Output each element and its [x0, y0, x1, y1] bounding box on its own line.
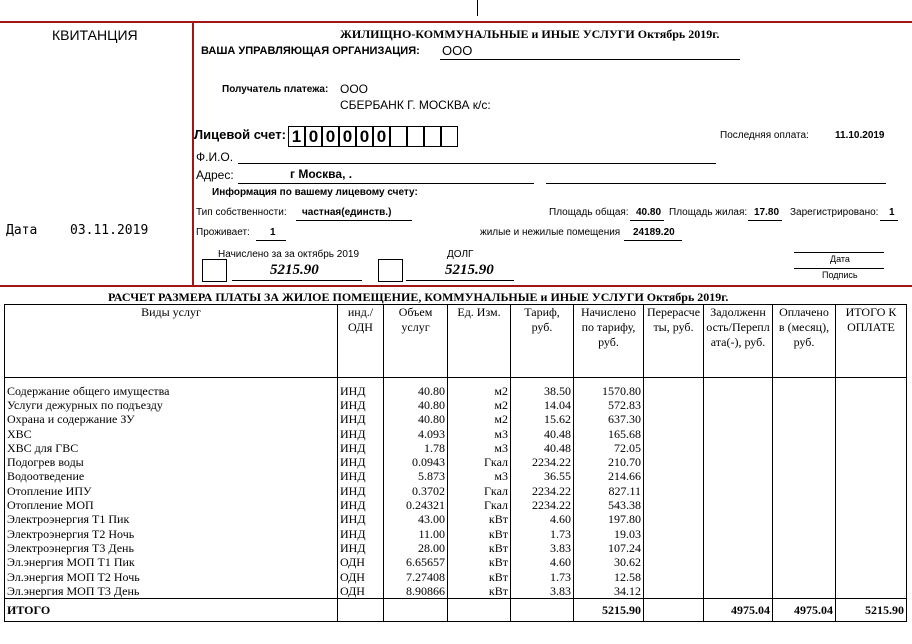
account-digit-9 [424, 126, 441, 147]
service-type: ИНД [338, 398, 384, 412]
service-volume: 0.3702 [384, 484, 448, 498]
service-accrued: 214.66 [574, 470, 644, 484]
debt-box [378, 259, 403, 282]
empty-cell [644, 413, 704, 427]
service-type: ИНД [338, 527, 384, 541]
col-header-paid: Оплачено в (месяц), руб. [773, 305, 836, 378]
table-row [5, 427, 907, 441]
empty-cell [836, 470, 907, 484]
fio-label: Ф.И.О. [196, 150, 234, 164]
service-type: ИНД [338, 470, 384, 484]
empty-cell [836, 541, 907, 555]
date-value: 03.11.2019 [70, 223, 149, 238]
service-name: ХВС для ГВС [5, 441, 338, 455]
service-type: ИНД [338, 541, 384, 555]
empty-cell [773, 541, 836, 555]
account-digit-7 [390, 126, 407, 147]
table-row [5, 513, 907, 527]
payee-label: Получатель платежа: [222, 84, 329, 95]
table-row [5, 584, 907, 599]
service-type: ИНД [338, 455, 384, 469]
empty-cell [773, 413, 836, 427]
total-to-pay: 5215.90 [836, 599, 907, 622]
org-underline [440, 59, 740, 60]
table-row [5, 413, 907, 427]
account-digit-8 [407, 126, 424, 147]
service-volume: 11.00 [384, 527, 448, 541]
col-header-debt: Задолженн ость/Перепл ата(-), руб. [704, 305, 773, 378]
col-header-volume: Объем услуг [384, 305, 448, 378]
service-accrued: 572.83 [574, 398, 644, 412]
table-row [5, 527, 907, 541]
table-row [5, 455, 907, 469]
date-sign-line [794, 252, 884, 253]
empty-cell [704, 441, 773, 455]
service-tariff: 40.48 [511, 441, 574, 455]
empty-cell [704, 455, 773, 469]
signature-line [794, 268, 884, 269]
total-accrued: 5215.90 [574, 599, 644, 622]
service-name: Эл.энергия МОП Т3 День [5, 584, 338, 599]
empty-cell [836, 527, 907, 541]
empty-cell [773, 455, 836, 469]
info-header: Информация по вашему лицевому счету: [212, 187, 418, 198]
frame-bottom [0, 285, 912, 287]
org-label: ВАША УПРАВЛЯЮЩАЯ ОРГАНИЗАЦИЯ: [201, 45, 420, 57]
area-total-label: Площадь общая: [549, 207, 629, 218]
account-digit-3: 0 [322, 126, 339, 147]
table-row [5, 398, 907, 412]
col-header-tariff: Тариф, руб. [511, 305, 574, 378]
empty-cell [773, 398, 836, 412]
signature-label: Подпись [822, 270, 858, 280]
area-living-underline [748, 220, 782, 221]
table-row [5, 470, 907, 484]
empty-cell [644, 470, 704, 484]
empty-cell [644, 441, 704, 455]
empty-cell [836, 441, 907, 455]
receipt-title: КВИТАНЦИЯ [52, 27, 138, 43]
empty-cell [773, 584, 836, 599]
premises-label: жилые и нежилые помещения [480, 227, 621, 238]
total-paid: 4975.04 [773, 599, 836, 622]
service-name: Услуги дежурных по подъезду [5, 398, 338, 412]
empty-cell [644, 427, 704, 441]
accrued-value: 5215.90 [270, 262, 319, 278]
service-name: Отопление ИПУ [5, 484, 338, 498]
org-value: ООО [442, 43, 473, 58]
service-volume: 40.80 [384, 384, 448, 398]
empty-cell [836, 384, 907, 398]
service-type: ОДН [338, 556, 384, 570]
service-volume: 40.80 [384, 398, 448, 412]
service-type: ОДН [338, 570, 384, 584]
empty-cell [704, 398, 773, 412]
empty-cell [704, 470, 773, 484]
registered-label: Зарегистрировано: [790, 207, 879, 218]
service-unit: м3 [448, 427, 511, 441]
empty-cell [704, 541, 773, 555]
registered-value: 1 [889, 207, 895, 218]
empty-cell [836, 398, 907, 412]
premises-underline [624, 240, 682, 241]
service-type: ИНД [338, 427, 384, 441]
service-type: ИНД [338, 484, 384, 498]
empty-cell [704, 527, 773, 541]
service-type: ОДН [338, 584, 384, 599]
service-volume: 0.0943 [384, 455, 448, 469]
residents-underline [256, 240, 286, 241]
services-table [4, 304, 907, 622]
empty-cell [836, 455, 907, 469]
table-title: РАСЧЕТ РАЗМЕРА ПЛАТЫ ЗА ЖИЛОЕ ПОМЕЩЕНИЕ, КОММУНАЛЬНЫЕ и ИНЫЕ УСЛУГИ Октябрь 2019г. [108, 290, 729, 304]
registered-underline [880, 220, 898, 221]
service-accrued: 72.05 [574, 441, 644, 455]
service-type: ИНД [338, 384, 384, 398]
empty-cell [644, 455, 704, 469]
service-volume: 1.78 [384, 441, 448, 455]
service-accrued: 30.62 [574, 556, 644, 570]
service-tariff: 3.83 [511, 541, 574, 555]
empty-cell [644, 384, 704, 398]
service-accrued: 19.03 [574, 527, 644, 541]
summary-date-label: Дата [830, 254, 850, 264]
fio-underline [238, 163, 716, 164]
service-accrued: 107.24 [574, 541, 644, 555]
service-accrued: 543.38 [574, 498, 644, 512]
empty-cell [704, 584, 773, 599]
col-header-type: инд./ ОДН [338, 305, 384, 378]
area-living-value: 17.80 [754, 207, 780, 218]
area-living-label: Площадь жилая: [669, 207, 748, 218]
service-unit: кВт [448, 584, 511, 599]
empty-cell [836, 413, 907, 427]
empty-cell [773, 513, 836, 527]
account-digit-4: 0 [339, 126, 356, 147]
service-volume: 5.873 [384, 470, 448, 484]
service-tariff: 1.73 [511, 570, 574, 584]
service-unit: кВт [448, 527, 511, 541]
empty-cell [704, 570, 773, 584]
empty-cell [644, 527, 704, 541]
service-name: Эл.энергия МОП Т1 Пик [5, 556, 338, 570]
table-row [5, 484, 907, 498]
empty-cell [773, 441, 836, 455]
service-type: ИНД [338, 441, 384, 455]
service-accrued: 210.70 [574, 455, 644, 469]
debt-value: 5215.90 [445, 262, 494, 278]
empty-cell [644, 484, 704, 498]
debt-label: ДОЛГ [447, 249, 474, 260]
service-volume: 8.90866 [384, 584, 448, 599]
service-accrued: 637.30 [574, 413, 644, 427]
empty-cell [704, 556, 773, 570]
premises-value: 24189.20 [633, 227, 675, 238]
service-name: Подогрев воды [5, 455, 338, 469]
service-tariff: 1.73 [511, 527, 574, 541]
address-underline-2 [546, 183, 886, 184]
date-label: Дата [6, 223, 38, 238]
account-label: Лицевой счет: [194, 127, 286, 142]
table-row [5, 498, 907, 512]
last-payment-label: Последняя оплата: [720, 130, 809, 141]
service-accrued: 1570.80 [574, 384, 644, 398]
service-unit: м3 [448, 470, 511, 484]
service-volume: 28.00 [384, 541, 448, 555]
service-name: Охрана и содержание ЗУ [5, 413, 338, 427]
ownership-value: частная(единств.) [302, 207, 392, 218]
address-value: г Москва, . [290, 167, 353, 181]
empty-cell [836, 513, 907, 527]
service-name: Отопление МОП [5, 498, 338, 512]
col-header-service: Виды услуг [5, 305, 338, 378]
top-tick [477, 0, 478, 16]
empty-cell [773, 484, 836, 498]
residents-label: Проживает: [196, 227, 250, 238]
service-tariff: 4.60 [511, 513, 574, 527]
empty-cell [773, 470, 836, 484]
frame-divider [192, 21, 194, 287]
total-label: ИТОГО [5, 599, 338, 622]
empty-cell [773, 556, 836, 570]
service-unit: кВт [448, 570, 511, 584]
empty-cell [836, 484, 907, 498]
service-unit: кВт [448, 541, 511, 555]
service-name: Водоотведение [5, 470, 338, 484]
debt-underline [406, 280, 514, 281]
service-accrued: 197.80 [574, 513, 644, 527]
col-header-unit: Ед. Изм. [448, 305, 511, 378]
service-type: ИНД [338, 413, 384, 427]
service-tariff: 2234.22 [511, 484, 574, 498]
service-unit: м2 [448, 413, 511, 427]
service-volume: 43.00 [384, 513, 448, 527]
service-volume: 4.093 [384, 427, 448, 441]
service-unit: кВт [448, 556, 511, 570]
service-unit: кВт [448, 513, 511, 527]
service-volume: 40.80 [384, 413, 448, 427]
table-row [5, 384, 907, 398]
address-label: Адрес: [196, 168, 234, 182]
service-accrued: 827.11 [574, 484, 644, 498]
empty-cell [704, 384, 773, 398]
empty-cell [644, 541, 704, 555]
empty-cell [836, 556, 907, 570]
empty-cell [644, 556, 704, 570]
service-unit: м2 [448, 384, 511, 398]
service-unit: Гкал [448, 484, 511, 498]
service-tariff: 14.04 [511, 398, 574, 412]
service-tariff: 40.48 [511, 427, 574, 441]
col-header-recalc: Перерасче ты, руб. [644, 305, 704, 378]
address-underline [238, 183, 534, 184]
service-accrued: 165.68 [574, 427, 644, 441]
account-digit-6: 0 [373, 126, 390, 147]
service-tariff: 15.62 [511, 413, 574, 427]
service-tariff: 38.50 [511, 384, 574, 398]
service-tariff: 4.60 [511, 556, 574, 570]
service-accrued: 34.12 [574, 584, 644, 599]
empty-cell [773, 527, 836, 541]
empty-cell [773, 427, 836, 441]
ownership-underline [296, 220, 412, 221]
empty-cell [773, 384, 836, 398]
service-type: ИНД [338, 498, 384, 512]
service-unit: м3 [448, 441, 511, 455]
payee-value: ООО [340, 82, 369, 96]
accrued-underline [232, 280, 362, 281]
table-row [5, 556, 907, 570]
service-volume: 6.65657 [384, 556, 448, 570]
area-total-underline [630, 220, 664, 221]
table-row [5, 541, 907, 555]
empty-cell [644, 498, 704, 512]
empty-cell [644, 398, 704, 412]
empty-cell [836, 584, 907, 599]
service-unit: м2 [448, 398, 511, 412]
empty-cell [644, 513, 704, 527]
col-header-total: ИТОГО К ОПЛАТЕ [836, 305, 907, 378]
accrued-box [202, 259, 227, 282]
col-header-accrued: Начислено по тарифу, руб. [574, 305, 644, 378]
service-name: Электроэнергия Т1 Пик [5, 513, 338, 527]
table-row [5, 570, 907, 584]
service-tariff: 3.83 [511, 584, 574, 599]
service-name: Электроэнергия Т2 Ночь [5, 527, 338, 541]
ownership-label: Тип собственности: [196, 207, 287, 218]
service-volume: 7.27408 [384, 570, 448, 584]
total-row [5, 599, 907, 622]
empty-cell [836, 427, 907, 441]
table-header-row [5, 305, 907, 378]
empty-cell [704, 413, 773, 427]
table-row [5, 441, 907, 455]
empty-cell [704, 427, 773, 441]
empty-cell [644, 570, 704, 584]
service-tariff: 36.55 [511, 470, 574, 484]
service-name: Эл.энергия МОП Т2 Ночь [5, 570, 338, 584]
last-payment-value: 11.10.2019 [835, 130, 885, 141]
service-name: Содержание общего имущества [5, 384, 338, 398]
service-unit: Гкал [448, 498, 511, 512]
empty-cell [836, 498, 907, 512]
account-digit-5: 0 [356, 126, 373, 147]
empty-cell [704, 484, 773, 498]
empty-cell [644, 584, 704, 599]
service-name: Электроэнергия Т3 День [5, 541, 338, 555]
empty-cell [773, 498, 836, 512]
bank-value: СБЕРБАНК Г. МОСКВА к/с: [340, 98, 491, 112]
service-unit: Гкал [448, 455, 511, 469]
service-accrued: 12.58 [574, 570, 644, 584]
account-digit-2: 0 [305, 126, 322, 147]
service-tariff: 2234.22 [511, 455, 574, 469]
empty-cell [836, 570, 907, 584]
empty-cell [704, 498, 773, 512]
header-title: ЖИЛИЩНО-КОММУНАЛЬНЫЕ и ИНЫЕ УСЛУГИ Октябрь 2019г. [340, 27, 720, 41]
accrued-label: Начислено за за октябрь 2019 [218, 249, 360, 260]
account-digit-10 [441, 126, 458, 147]
service-type: ИНД [338, 513, 384, 527]
service-volume: 0.24321 [384, 498, 448, 512]
empty-cell [773, 570, 836, 584]
service-name: ХВС [5, 427, 338, 441]
service-tariff: 2234.22 [511, 498, 574, 512]
account-digit-1: 1 [288, 126, 305, 147]
residents-value: 1 [270, 227, 276, 238]
frame-top [0, 21, 912, 23]
area-total-value: 40.80 [636, 207, 662, 218]
empty-cell [704, 513, 773, 527]
total-debt: 4975.04 [704, 599, 773, 622]
